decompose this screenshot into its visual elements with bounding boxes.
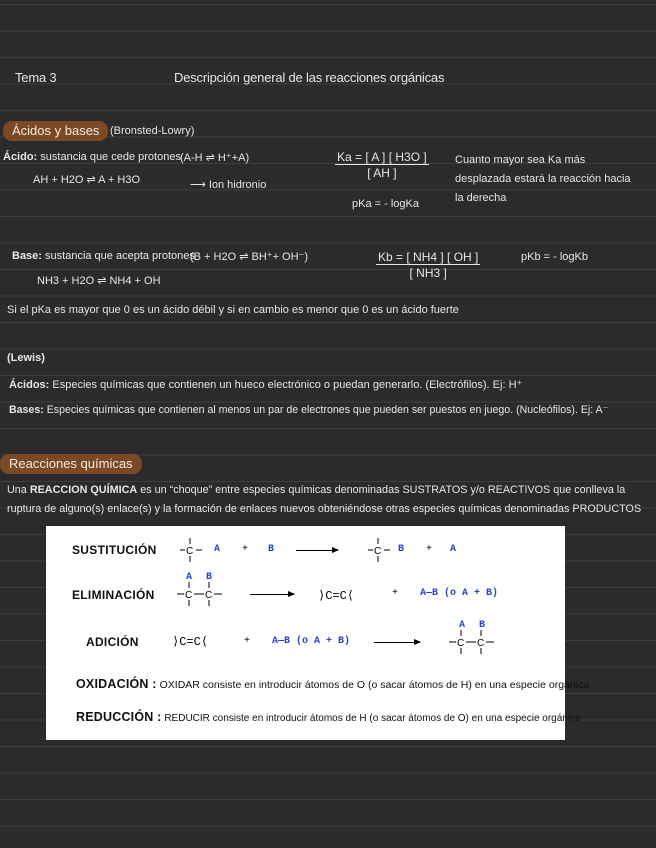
substituent-b: B [479, 620, 486, 631]
reagent-a: A [214, 544, 221, 555]
substituent-b: B [206, 572, 213, 583]
base-definition [12, 250, 195, 262]
acid-short-equation: (A-H ⇌ H⁺+A) [180, 152, 250, 164]
lewis-base-label: Bases: [9, 404, 44, 416]
reagent-b: B [268, 544, 275, 555]
kb-denominator: [ NH3 ] [409, 266, 447, 280]
plus-sign: + [244, 636, 251, 647]
pka-formula: pKa = - logKa [352, 198, 419, 210]
reaction-definition-line2: ruptura de alguno(s) enlace(s) y la formación de enlaces nuevos obteniéndose otras especies químicas denominadas PRODUCTOS [7, 503, 642, 515]
svg-text:C: C [374, 546, 382, 557]
section-subtitle: (Bronsted-Lowry) [110, 125, 195, 137]
kb-numerator: Kb = [ NH4 ] [ OH ] [378, 250, 479, 264]
ka-denominator: [ AH ] [367, 166, 397, 180]
substituent-a: A [459, 620, 466, 631]
svg-text:C: C [457, 638, 465, 649]
lewis-base-def: Especies químicas que contienen al menos un par de electrones que pueden ser puestos en juego. (Nucleófilos). Ej: A⁻ [46, 404, 609, 416]
lewis-base [9, 404, 608, 416]
ab-product: A—B (o A + B) [420, 588, 499, 599]
ka-note [455, 151, 631, 208]
svg-text:C: C [205, 590, 213, 601]
reaction-def-bold: REACCION QUÍMICA [29, 484, 138, 496]
acid-def-text: sustancia que cede protones [40, 151, 181, 163]
base-short-equation: (B + H2O ⇌ BH⁺+ OH⁻) [190, 251, 309, 263]
hydronium-note: ⟶ Ion hidronio [190, 179, 267, 191]
plus-sign: + [392, 588, 399, 599]
lewis-title: (Lewis) [7, 352, 45, 364]
oxidacion-text: OXIDAR consiste en introducir átomos de O (o sacar átomos de H) en una especie orgánica [159, 679, 590, 691]
ethane-chain-icon [174, 582, 234, 608]
reaction-arrow [250, 594, 294, 595]
reaction-types-image [46, 526, 590, 740]
oxidacion-definition [76, 677, 589, 691]
acid-label: Ácido: [3, 151, 38, 163]
reaction-def-pre: Una [7, 484, 27, 496]
base-label: Base: [12, 250, 42, 262]
pkb-formula: pKb = - logKb [521, 251, 588, 263]
svg-text:C: C [477, 638, 485, 649]
section-pill-reacciones: Reacciones químicas [0, 454, 142, 474]
plus-sign: + [242, 544, 249, 555]
topic-label: Tema 3 [15, 70, 57, 85]
oxidacion-label: OXIDACIÓN : [76, 677, 157, 691]
plus-sign: + [426, 544, 433, 555]
base-equation: NH3 + H2O ⇌ NH4 + OH [37, 275, 161, 287]
page-title: Descripción general de las reacciones orgánicas [174, 70, 445, 85]
reduccion-label: REDUCCIÓN : [76, 710, 162, 724]
ka-numerator: Ka = [ A ] [ H3O ] [337, 150, 427, 164]
alkene-reactant: ⟩C=C⟨ [172, 635, 209, 649]
product-b: B [398, 544, 405, 555]
base-def-text: sustancia que acepta protones [45, 250, 195, 262]
kb-formula [376, 250, 480, 280]
alkene-product: ⟩C=C⟨ [318, 589, 355, 603]
svg-text:C: C [185, 590, 193, 601]
lewis-acid-def: Especies químicas que contienen un hueco electrónico o puedan generarlo. (Electrófilos). Ej: H⁺ [52, 379, 523, 391]
reduccion-definition [76, 710, 581, 724]
acid-equation: AH + H2O ⇌ A + H3O [33, 174, 141, 186]
ka-note-line: Cuanto mayor sea Ka más [455, 154, 586, 166]
reaction-definition-line1 [7, 484, 625, 496]
ka-note-line: la derecha [455, 192, 507, 204]
sustitucion-label: SUSTITUCIÓN [72, 543, 157, 557]
svg-text:C: C [186, 546, 194, 557]
ka-note-line: desplazada estará la reacción hacia [455, 173, 631, 185]
pka-rule: Si el pKa es mayor que 0 es un ácido débil y si en cambio es menor que 0 es un ácido fuerte [7, 304, 459, 316]
ka-formula [335, 150, 429, 180]
adicion-label: ADICIÓN [86, 635, 139, 649]
product-a: A [450, 544, 457, 555]
reaction-def-post: es un “choque” entre especies químicas denominadas SUSTRATOS y/o REACTIVOS que conlleva la [140, 484, 626, 496]
eliminacion-label: ELIMINACIÓN [72, 588, 155, 602]
substituent-a: A [186, 572, 193, 583]
lewis-acid [9, 378, 522, 391]
ethane-chain-icon [446, 630, 506, 656]
lewis-acid-label: Ácidos: [9, 379, 50, 391]
reaction-arrow [374, 642, 420, 643]
reaction-arrow [296, 550, 338, 551]
section-pill-acidos-bases: Ácidos y bases [3, 121, 108, 141]
acid-definition [3, 151, 181, 163]
ab-reagent: A—B (o A + B) [272, 636, 351, 647]
carbon-center-icon [364, 534, 414, 566]
reduccion-text: REDUCIR consiste en introducir átomos de H (o sacar átomos de O) en una especie orgánica [164, 713, 581, 724]
